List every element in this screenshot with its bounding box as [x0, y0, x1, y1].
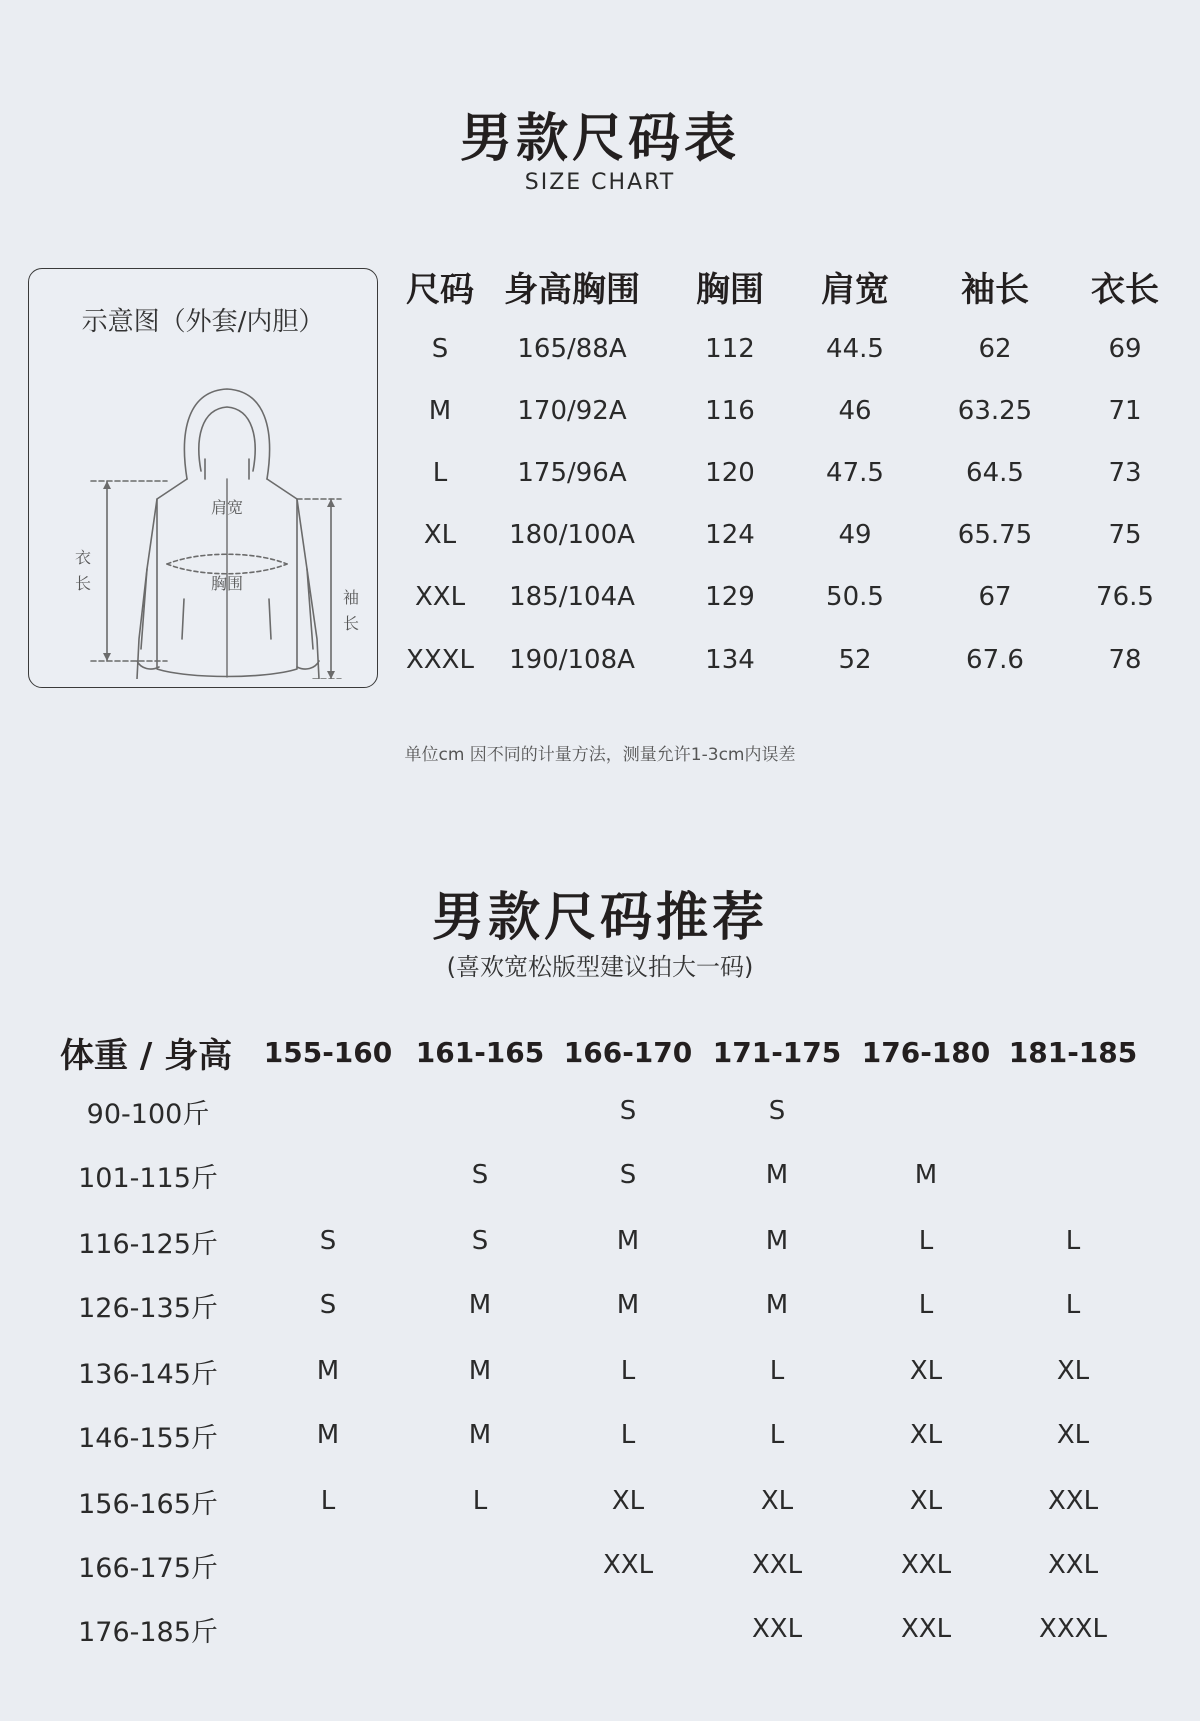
shoulder-label: 肩宽 — [210, 498, 244, 517]
recommended-size-cell: S — [619, 1160, 637, 1190]
size-chart-subtitle: SIZE CHART — [524, 170, 676, 195]
size-cell: XL — [423, 520, 457, 550]
size-table-cell: 185/104A — [509, 582, 635, 612]
size-table-cell: 49 — [838, 520, 872, 550]
weight-height-corner-header: 体重 / 身高 — [60, 1036, 233, 1076]
weight-label: 146-155斤 — [78, 1423, 218, 1454]
weight-label: 116-125斤 — [78, 1229, 218, 1260]
recommended-size-cell: M — [316, 1356, 340, 1386]
height-header: 166-170 — [563, 1036, 693, 1069]
height-header: 176-180 — [861, 1036, 991, 1069]
size-cell: L — [432, 458, 448, 488]
jacket-outline-icon — [49, 349, 359, 679]
length-label-2: 长 — [74, 574, 92, 593]
recommended-size-cell: M — [765, 1160, 789, 1190]
size-table-cell: 62 — [978, 334, 1012, 364]
recommended-size-cell: M — [914, 1160, 938, 1190]
recommended-size-cell: S — [619, 1096, 637, 1126]
recommended-size-cell: XXL — [751, 1614, 803, 1644]
size-table-cell: 116 — [705, 396, 755, 426]
recommended-size-cell: XL — [760, 1486, 794, 1516]
size-table-cell: 112 — [705, 334, 755, 364]
size-table-cell: 78 — [1108, 645, 1142, 675]
size-table-cell: 165/88A — [517, 334, 627, 364]
recommended-size-cell: M — [468, 1356, 492, 1386]
recommend-subtitle: (喜欢宽松版型建议拍大一码) — [446, 953, 754, 981]
size-cell: XXXL — [406, 645, 474, 675]
recommended-size-cell: M — [616, 1226, 640, 1256]
weight-label: 101-115斤 — [78, 1163, 218, 1194]
size-table-cell: 124 — [705, 520, 755, 550]
recommended-size-cell: S — [319, 1290, 337, 1320]
sleeve-label-2: 长 — [342, 614, 359, 633]
size-table-cell: 134 — [705, 645, 755, 675]
recommended-size-cell: M — [765, 1226, 789, 1256]
recommended-size-cell: XL — [1056, 1420, 1090, 1450]
recommended-size-cell: L — [769, 1420, 785, 1450]
size-chart-title: 男款尺码表 — [459, 109, 740, 169]
size-table-cell: 47.5 — [826, 458, 884, 488]
recommended-size-cell: L — [620, 1356, 636, 1386]
recommended-size-cell: M — [765, 1290, 789, 1320]
recommended-size-cell: M — [468, 1290, 492, 1320]
weight-label: 166-175斤 — [78, 1553, 218, 1584]
recommended-size-cell: XL — [909, 1420, 943, 1450]
recommended-size-cell: M — [468, 1420, 492, 1450]
recommended-size-cell: XXXL — [1039, 1614, 1107, 1644]
recommended-size-cell: S — [768, 1096, 786, 1126]
recommend-title: 男款尺码推荐 — [431, 888, 768, 948]
size-table-cell: 63.25 — [957, 396, 1033, 426]
size-table-cell: 52 — [838, 645, 872, 675]
recommended-size-cell: L — [769, 1356, 785, 1386]
size-table-cell: 65.75 — [957, 520, 1033, 550]
height-header: 155-160 — [263, 1036, 393, 1069]
size-table-header: 身高胸围 — [504, 270, 640, 310]
size-table-cell: 170/92A — [517, 396, 627, 426]
size-cell: M — [428, 396, 452, 426]
size-table-cell: 75 — [1108, 520, 1142, 550]
recommended-size-cell: XL — [909, 1356, 943, 1386]
size-table-cell: 44.5 — [826, 334, 884, 364]
size-table-cell: 129 — [705, 582, 755, 612]
size-table-cell: 180/100A — [509, 520, 635, 550]
size-table-cell: 64.5 — [966, 458, 1024, 488]
size-cell: XXL — [414, 582, 466, 612]
size-table-cell: 67.6 — [966, 645, 1024, 675]
size-table-header: 肩宽 — [821, 270, 889, 310]
jacket-diagram-panel — [28, 268, 378, 688]
weight-label: 126-135斤 — [78, 1293, 218, 1324]
recommended-size-cell: M — [616, 1290, 640, 1320]
weight-label: 156-165斤 — [78, 1489, 218, 1520]
size-cell: S — [431, 334, 449, 364]
recommended-size-cell: XXL — [900, 1550, 952, 1580]
recommended-size-cell: XXL — [900, 1614, 952, 1644]
recommended-size-cell: L — [918, 1290, 934, 1320]
recommended-size-cell: L — [1065, 1226, 1081, 1256]
recommended-size-cell: XXL — [751, 1550, 803, 1580]
size-table-cell: 73 — [1108, 458, 1142, 488]
recommended-size-cell: S — [471, 1160, 489, 1190]
recommended-size-cell: XL — [611, 1486, 645, 1516]
recommended-size-cell: XL — [1056, 1356, 1090, 1386]
size-table-header: 胸围 — [696, 270, 764, 310]
diagram-caption: 示意图（外套/内胆） — [81, 307, 325, 337]
recommended-size-cell: L — [1065, 1290, 1081, 1320]
size-table-cell: 50.5 — [826, 582, 884, 612]
recommended-size-cell: XL — [909, 1486, 943, 1516]
size-table-cell: 46 — [838, 396, 872, 426]
chest-label: 胸围 — [210, 574, 244, 593]
measurement-note: 单位cm 因不同的计量方法，测量允许1-3cm内误差 — [404, 745, 796, 765]
size-table-cell: 67 — [978, 582, 1012, 612]
height-header: 171-175 — [712, 1036, 842, 1069]
recommended-size-cell: L — [472, 1486, 488, 1516]
recommended-size-cell: XXL — [602, 1550, 654, 1580]
weight-label: 90-100斤 — [86, 1099, 210, 1130]
size-table-header: 袖长 — [961, 270, 1029, 310]
recommended-size-cell: S — [471, 1226, 489, 1256]
size-table-header: 尺码 — [406, 270, 474, 310]
recommended-size-cell: S — [319, 1226, 337, 1256]
recommended-size-cell: L — [620, 1420, 636, 1450]
height-header: 181-185 — [1008, 1036, 1138, 1069]
size-table-cell: 69 — [1108, 334, 1142, 364]
size-table-cell: 71 — [1108, 396, 1142, 426]
weight-label: 136-145斤 — [78, 1359, 218, 1390]
recommended-size-cell: L — [320, 1486, 336, 1516]
recommended-size-cell: XXL — [1047, 1550, 1099, 1580]
size-table-cell: 120 — [705, 458, 755, 488]
height-header: 161-165 — [415, 1036, 545, 1069]
size-table-cell: 76.5 — [1096, 582, 1154, 612]
sleeve-label-1: 袖 — [342, 588, 359, 607]
recommended-size-cell: XXL — [1047, 1486, 1099, 1516]
recommended-size-cell: M — [316, 1420, 340, 1450]
size-table-cell: 190/108A — [509, 645, 635, 675]
recommended-size-cell: L — [918, 1226, 934, 1256]
size-table-header: 衣长 — [1091, 270, 1159, 310]
size-table-cell: 175/96A — [517, 458, 627, 488]
length-label-1: 衣 — [74, 548, 92, 567]
weight-label: 176-185斤 — [78, 1617, 218, 1648]
